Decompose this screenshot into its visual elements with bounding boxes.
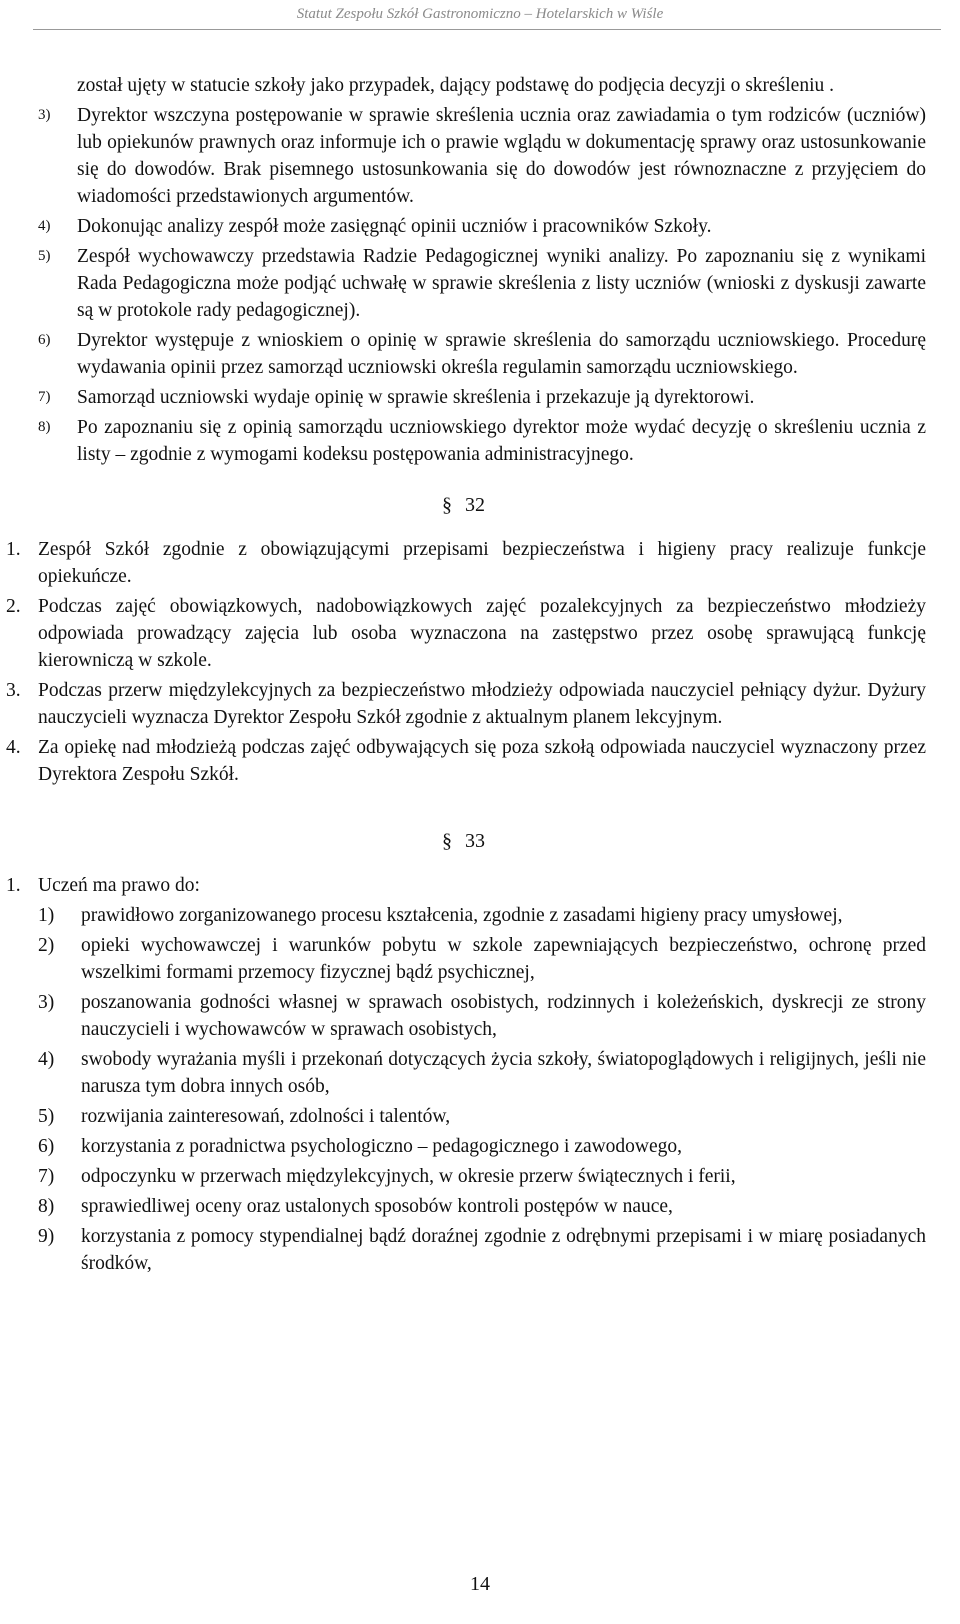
list-a [0, 102, 960, 468]
list-item-text: odpoczynku w przerwach międzylekcyjnych, w okresie przerw świątecznych i ferii, [81, 1166, 736, 1187]
list-item-number: 9) [38, 1226, 55, 1247]
list-item-number: 4) [38, 218, 51, 234]
list-item [0, 384, 926, 411]
list-item [0, 213, 926, 240]
list-item [0, 1133, 926, 1160]
list-item-text: Podczas przerw międzylekcyjnych za bezpieczeństwo młodzieży odpowiada nauczyciel pełniący dyżur. Dyżury nauczycieli wyznacza Dyrektor Zespołu Szkół zgodnie z aktualnym planem lekcyjnym. [38, 680, 926, 728]
list-item [0, 1163, 926, 1190]
section-33-intro [0, 872, 926, 899]
list-item-text: korzystania z pomocy stypendialnej bądź doraźnej zgodnie z odrębnymi przepisami i w miarę posiadanych środków, [81, 1226, 926, 1274]
list-item-text: poszanowania godności własnej w sprawach osobistych, rodzinnych i koleżeńskich, dyskrecji ze strony nauczycieli i wychowawców w sprawach osobistych, [81, 992, 926, 1040]
page-header: Statut Zespołu Szkół Gastronomiczno – Hotelarskich w Wiśle [296, 6, 664, 22]
list-item-text: Zespół Szkół zgodnie z obowiązującymi przepisami bezpieczeństwa i higieny pracy realizuje funkcje opiekuńcze. [38, 539, 926, 587]
continuation-paragraph: został ujęty w statucie szkoły jako przypadek, dający podstawę do podjęcia decyzji o skreśleniu . [77, 75, 835, 96]
list-item-number: 4. [6, 737, 21, 758]
section-symbol: § [442, 830, 452, 852]
list-item-number: 1. [6, 875, 21, 896]
list-item-number: 2. [6, 596, 21, 617]
list-item-number: 4) [38, 1049, 55, 1070]
list-item-number: 1. [6, 539, 21, 560]
list-item-text: Podczas zajęć obowiązkowych, nadobowiązkowych zajęć pozalekcyjnych za bezpieczeństwo młodzieży odpowiada prowadzący zajęcia lub osoba wyznaczona na zastępstwo przez osobę sprawującą funkcję kierowniczą w szkole. [38, 596, 926, 671]
page-number: 14 [470, 1573, 490, 1595]
list-item [0, 414, 926, 468]
list-item-number: 6) [38, 332, 51, 348]
list-item [0, 102, 926, 210]
list-item-text: Za opiekę nad młodzieżą podczas zajęć odbywających się poza szkołą odpowiada nauczyciel wyznaczony przez Dyrektora Zespołu Szkół. [38, 737, 926, 785]
section-number: 32 [465, 494, 485, 516]
section-number: 33 [465, 830, 485, 852]
list-item-text: Po zapoznaniu się z opinią samorządu uczniowskiego dyrektor może wydać decyzję o skreśleniu ucznia z listy – zgodnie z wymogami kodeksu postępowania administracyjnego. [77, 417, 926, 465]
list-item-number: 2) [38, 935, 55, 956]
list-item-number: 5) [38, 1106, 55, 1127]
list-item-number: 7) [38, 389, 51, 405]
list-item-number: 8) [38, 419, 51, 435]
list-item-text: rozwijania zainteresowań, zdolności i talentów, [81, 1106, 451, 1127]
list-item-number: 6) [38, 1136, 55, 1157]
list-item-text: Samorząd uczniowski wydaje opinię w sprawie skreślenia i przekazuje ją dyrektorowi. [77, 387, 755, 408]
list-item [0, 1103, 926, 1130]
list-item [0, 989, 926, 1043]
list-item-text: swobody wyrażania myśli i przekonań dotyczących życia szkoły, światopoglądowych i religijnych, jeśli nie narusza tym dobra innych osób, [81, 1049, 926, 1097]
list-item [0, 243, 926, 324]
list-item [0, 1193, 926, 1220]
list-item [0, 327, 926, 381]
list-item [0, 1046, 926, 1100]
list-item-text: Dyrektor wszczyna postępowanie w sprawie skreślenia ucznia oraz zawiadamia o tym rodziców (uczniów) lub opiekunów prawnych oraz informuje ich o prawie wglądu w dokumentację sprawy oraz ustosunkowanie się do dowodów. Brak pisemnego ustosunkowania się do dowodów jest równoznaczne z przyjęciem do wiadomości przedstawionych argumentów. [77, 105, 926, 207]
list-item-number: 8) [38, 1196, 55, 1217]
document-body [0, 72, 960, 1280]
list-item-number: 3) [38, 107, 51, 123]
list-item [0, 536, 926, 590]
list-item [0, 677, 926, 731]
list-item-text: Zespół wychowawczy przedstawia Radzie Pedagogicznej wyniki analizy. Po zapoznaniu się z wynikami Rada Pedagogiczna może podjąć uchwałę w sprawie skreślenia z listy uczniów (wnioski z dyskusji zawarte są w protokole rady pedagogicznej). [77, 246, 926, 321]
list-item-number: 1) [38, 905, 55, 926]
list-item-text: sprawiedliwej oceny oraz ustalonych sposobów kontroli postępów w nauce, [81, 1196, 673, 1217]
list-item-text: prawidłowo zorganizowanego procesu kształcenia, zgodnie z zasadami higieny pracy umysłowej, [81, 905, 843, 926]
list-item [0, 593, 926, 674]
list-item-text: korzystania z poradnictwa psychologiczno – pedagogicznego i zawodowego, [81, 1136, 683, 1157]
list-item [0, 932, 926, 986]
header-rule [33, 29, 941, 30]
list-item-text: Uczeń ma prawo do: [38, 875, 200, 896]
list-item-text: opieki wychowawczej i warunków pobytu w szkole zapewniających bezpieczeństwo, ochronę przed wszelkimi formami przemocy fizycznej bądź psychicznej, [81, 935, 926, 983]
list-item-text: Dokonując analizy zespół może zasięgnąć opinii uczniów i pracowników Szkoły. [77, 216, 712, 237]
list-item-number: 3. [6, 680, 21, 701]
list-item [0, 902, 926, 929]
list-item-text: Dyrektor występuje z wnioskiem o opinię w sprawie skreślenia do samorządu uczniowskiego. Procedurę wydawania opinii przez samorząd uczniowski określa regulamin samorządu uczniowskiego. [77, 330, 926, 378]
list-item-number: 3) [38, 992, 55, 1013]
list-item [0, 734, 926, 788]
list-item-number: 5) [38, 248, 51, 264]
section-33-rights-list [0, 902, 960, 1277]
list-item-number: 7) [38, 1166, 55, 1187]
section-32-list [0, 536, 960, 788]
section-symbol: § [442, 494, 452, 516]
section-heading-33 [0, 818, 960, 864]
list-item [0, 1223, 926, 1277]
section-heading-32 [0, 482, 960, 528]
